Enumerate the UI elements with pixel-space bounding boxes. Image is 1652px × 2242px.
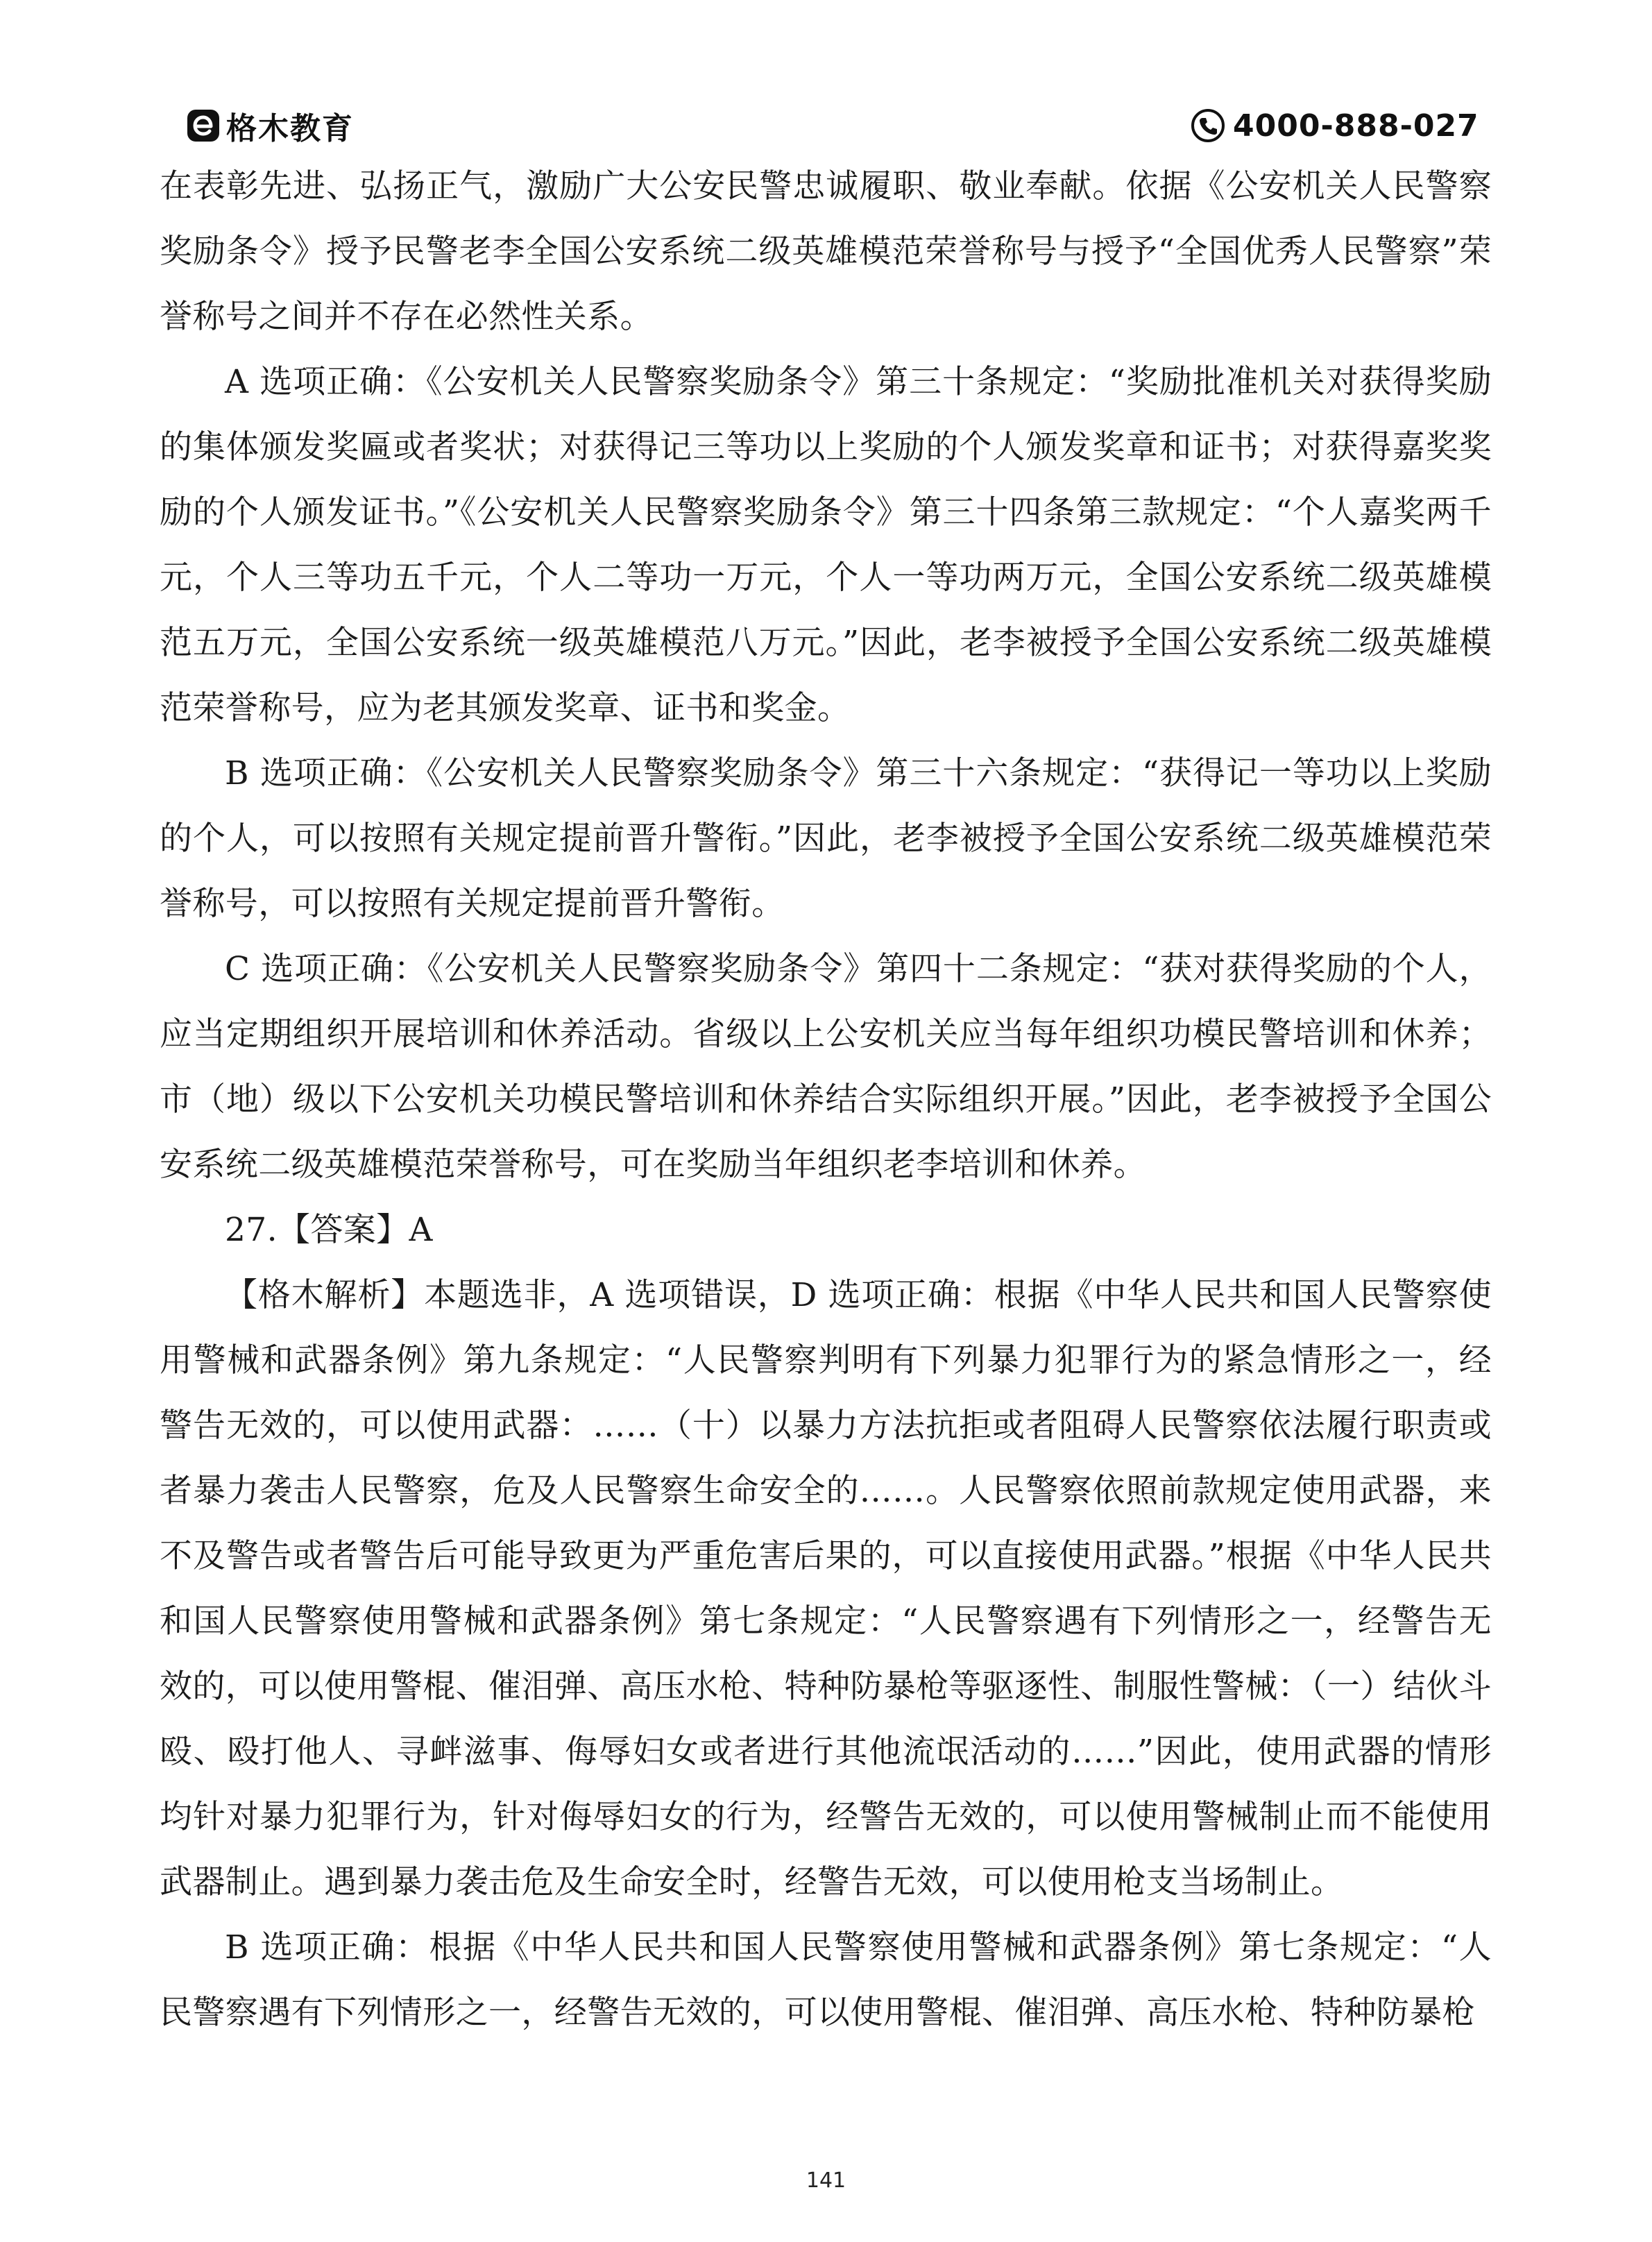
paragraph-option-b: B 选项正确：《公安机关人民警察奖励条令》第三十六条规定：“获得记一等功以上奖励的个人，可以按照有关规定提前晋升警衔。”因此，老李被授予全国公安系统二级英雄模范荣誉称号，可以按照有关规定提前晋升警衔。 — [160, 754, 1492, 923]
answer-heading: 27.【答案】A — [225, 1211, 433, 1249]
paragraph-continuation: 在表彰先进、弘扬正气，激励广大公安民警忠诚履职、敬业奉献。依据《公安机关人民警察奖励条令》授予民警老李全国公安系统二级英雄模范荣誉称号与授予“全国优秀人民警察”荣誉称号之间并不存在必然性关系。 — [160, 167, 1492, 336]
document-body — [160, 154, 1492, 2046]
page-header — [0, 0, 1652, 160]
page-number: 141 — [806, 2168, 846, 2193]
brand-name: 格木教育 — [226, 111, 354, 146]
paragraph-option-a: A 选项正确：《公安机关人民警察奖励条令》第三十条规定：“奖励批准机关对获得奖励的集体颁发奖匾或者奖状；对获得记三等功以上奖励的个人颁发奖章和证书；对获得嘉奖奖励的个人颁发证书。”《公安机关人民警察奖励条令》第三十四条第三款规定：“个人嘉奖两千元，个人三等功五千元，个人二等功一万元，个人一等功两万元，全国公安系统二级英雄模范五万元，全国公安系统一级英雄模范八万元。”因此，老李被授予全国公安系统二级英雄模范荣誉称号，应为老其颁发奖章、证书和奖金。 — [160, 363, 1492, 727]
paragraph-option-b-analysis: B 选项正确：根据《中华人民共和国人民警察使用警械和武器条例》第七条规定：“人民警察遇有下列情形之一，经警告无效的，可以使用警棍、催泪弹、高压水枪、特种防暴枪 — [160, 1928, 1492, 2032]
paragraph-analysis: 【格木解析】本题选非，A 选项错误，D 选项正确：根据《中华人民共和国人民警察使用警械和武器条例》第九条规定：“人民警察判明有下列暴力犯罪行为的紧急情形之一，经警告无效的，可以使用武器：……（十）以暴力方法抗拒或者阻碍人民警察依法履行职责或者暴力袭击人民警察，危及人民警察生命安全的……。人民警察依照前款规定使用武器，来不及警告或者警告后可能导致更为严重危害后果的，可以直接使用武器。”根据《中华人民共和国人民警察使用警械和武器条例》第七条规定：“人民警察遇有下列情形之一，经警告无效的，可以使用警棍、催泪弹、高压水枪、特种防暴枪等驱逐性、制服性警械：（一）结伙斗殴、殴打他人、寻衅滋事、侮辱妇女或者进行其他流氓活动的……”因此，使用武器的情形均针对暴力犯罪行为，针对侮辱妇女的行为，经警告无效的，可以使用警械制止而不能使用武器制止。遇到暴力袭击危及生命安全时，经警告无效，可以使用枪支当场制止。 — [160, 1276, 1492, 1901]
paragraph-option-c: C 选项正确：《公安机关人民警察奖励条令》第四十二条规定：“获对获得奖励的个人，应当定期组织开展培训和休养活动。省级以上公安机关应当每年组织功模民警培训和休养；市（地）级以下公安机关功模民警培训和休养结合实际组织开展。”因此，老李被授予全国公安系统二级英雄模范荣誉称号，可在奖励当年组织老李培训和休养。 — [160, 950, 1492, 1184]
hotline-number: 4000-888-027 — [1233, 108, 1479, 144]
hotline — [1190, 104, 1479, 147]
brand-logo-icon — [186, 108, 221, 143]
brand-logo — [186, 104, 354, 147]
phone-icon — [1190, 108, 1226, 144]
